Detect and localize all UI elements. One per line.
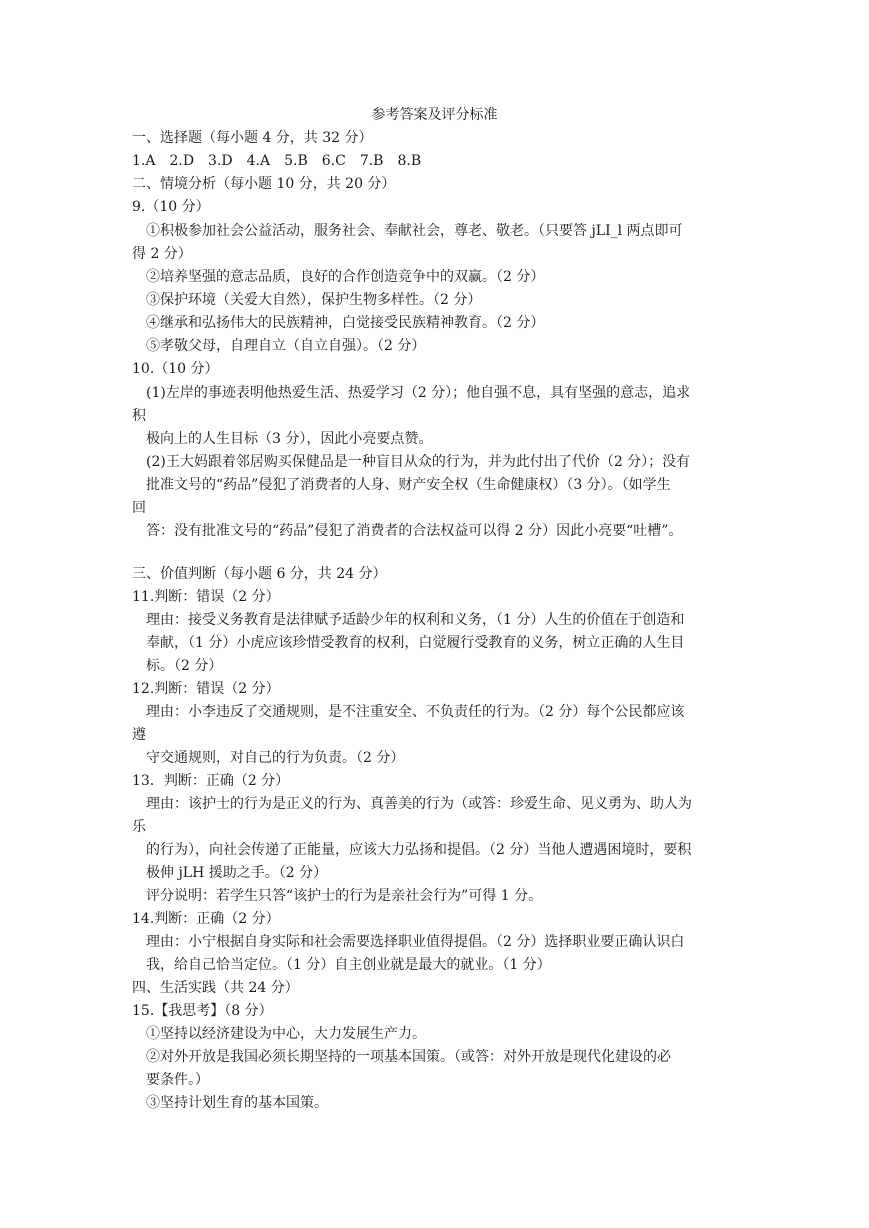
answer-line: 回 — [132, 500, 146, 516]
question-heading: 12.判断：错误（2 分） — [132, 681, 280, 697]
answer-line: 批准文号的“药品”侵犯了消费者的人身、财产安全权（生命健康权）（3 分）。（如学生 — [146, 477, 671, 493]
answer-line: ③保护环境（关爱大自然），保护生物多样性。（2 分） — [146, 292, 482, 308]
answer-line: 理由：小宁根据自身实际和社会需要选择职业值得提倡。（2 分）选择职业要正确认识白 — [146, 934, 685, 950]
scoring-note: 评分说明：若学生只答“该护士的行为是亲社会行为”可得 1 分。 — [146, 888, 543, 904]
question-heading: 9.（10 分） — [132, 199, 210, 215]
section-heading: 三、价值判断（每小题 6 分，共 24 分） — [132, 566, 387, 582]
answer-line: ③坚持计划生育的基本国策。 — [146, 1095, 328, 1111]
answer-line: 积 — [132, 408, 146, 424]
answer-line: 理由：小李违反了交通规则，是不注重安全、不负责任的行为。（2 分）每个公民都应该 — [146, 704, 685, 720]
question-heading: 11.判断：错误（2 分） — [132, 589, 280, 605]
answer-line: ④继承和弘扬伟大的民族精神，白觉接受民族精神教育。（2 分） — [146, 315, 545, 331]
answer-line: ②对外开放是我国必须长期坚持的一项基本国策。（或答：对外开放是现代化建设的必 — [146, 1049, 671, 1065]
question-heading: 10.（10 分） — [132, 361, 219, 377]
answer-line: 乐 — [132, 819, 146, 835]
section-heading: 二、情境分析（每小题 10 分，共 20 分） — [132, 176, 396, 192]
answer-line: 奉献，（1 分）小虎应该珍惜受教育的权利，白觉履行受教育的义务，树立正确的人生目 — [146, 635, 685, 651]
question-heading: 14.判断：正确（2 分） — [132, 911, 280, 927]
answer-line: 答：没有批准文号的“药品”侵犯了消费者的合法权益可以得 2 分）因此小亮要“吐槽”。 — [146, 523, 683, 539]
answer-line: ①积极参加社会公益活动，服务社会、奉献社会，尊老、敬老。（只要答 jLI_l 两点即可 — [146, 223, 683, 239]
answer-line: 遵 — [132, 727, 146, 743]
answer-line: 理由：接受义务教育是法律赋予适龄少年的权利和义务，（1 分）人生的价值在于创造和 — [146, 612, 685, 628]
answer-line: 我，给自己恰当定位。（1 分）自主创业就是最大的就业。（1 分） — [146, 957, 551, 973]
section-heading: 一、选择题（每小题 4 分，共 32 分） — [132, 130, 373, 146]
section-heading: 四、生活实践（共 24 分） — [132, 980, 299, 996]
answer-line: 的行为），向社会传递了正能量，应该大力弘扬和提倡。（2 分）当他人遭遇困境时，要积 — [146, 842, 692, 858]
answer-line: 得 2 分） — [132, 246, 192, 262]
answer-line: ②培养坚强的意志品质，良好的合作创造竞争中的双赢。（2 分） — [146, 269, 545, 285]
question-heading: 13．判断：正确（2 分） — [132, 773, 290, 789]
answer-line: ①坚持以经济建设为中心，大力发展生产力。 — [146, 1026, 426, 1042]
answer-line: 标。（2 分） — [146, 658, 223, 674]
answer-line: ⑤孝敬父母，自理自立（自立自强）。（2 分） — [146, 338, 426, 354]
page-title: 参考答案及评分标准 — [371, 107, 498, 123]
answer-line: (1)左岸的事迹表明他热爱生活、热爱学习（2 分）；他自强不息，具有坚强的意志，追求 — [146, 385, 691, 401]
answer-line: 要条件。） — [146, 1072, 209, 1088]
answer-line: 守交通规则，对自己的行为负责。（2 分） — [146, 750, 405, 766]
question-heading: 15.【我思考】（8 分） — [132, 1003, 273, 1019]
answer-line: 1.A 2.D 3.D 4.A 5.B 6.C 7.B 8.B — [132, 153, 422, 169]
answer-line: 极伸 jLH 援助之手。（2 分） — [146, 865, 328, 881]
answer-line: 理由：该护士的行为是正义的行为、真善美的行为（或答：珍爱生命、见义勇为、助人为 — [146, 796, 692, 812]
answer-line: (2)王大妈跟着邻居购买保健品是一种盲目从众的行为，并为此付出了代价（2 分）；没有 — [146, 454, 691, 470]
answer-line: 极向上的人生目标（3 分），因此小亮要点赞。 — [146, 431, 433, 447]
